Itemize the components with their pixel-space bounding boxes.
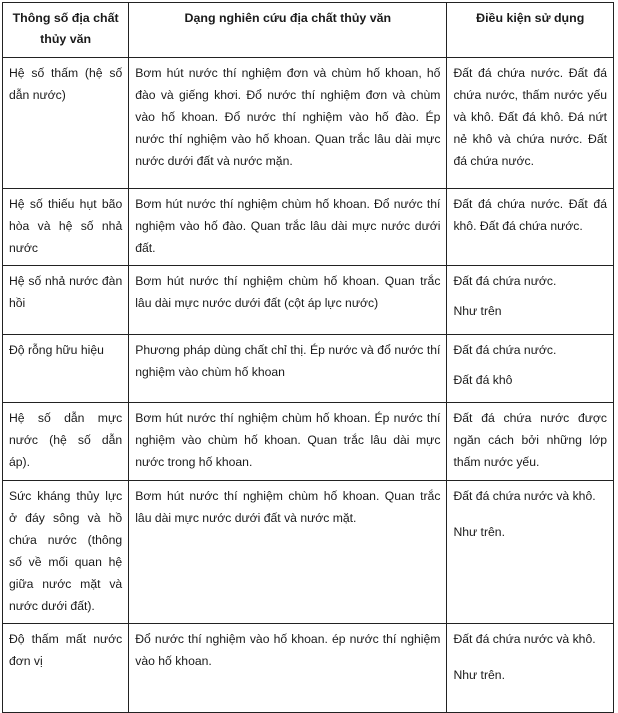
parameter-cell: Độ rỗng hữu hiệu	[3, 335, 129, 403]
conditions-cell	[447, 58, 614, 189]
condition-text: Đất đá khô	[453, 373, 513, 387]
hydrogeology-parameters-table	[2, 2, 614, 713]
table-header-row	[3, 3, 614, 58]
table-row	[3, 58, 614, 189]
header-parameter: Thông số địa chất thủy văn	[3, 3, 129, 58]
condition-text: Đất đá chứa nước được ngăn cách bởi những lớp thấm nước yếu.	[453, 411, 607, 469]
method-cell: Đổ nước thí nghiệm vào hố khoan. ép nước thí nghiệm vào hố khoan.	[129, 624, 447, 713]
parameter-cell: Hệ số nhả nước đàn hồi	[3, 266, 129, 335]
header-method: Dạng nghiên cứu địa chất thủy văn	[129, 3, 447, 58]
conditions-cell	[447, 189, 614, 266]
table-row	[3, 481, 614, 624]
condition-text: Đất đá chứa nước.	[453, 274, 557, 288]
conditions-cell	[447, 403, 614, 481]
condition-text: Như trên.	[453, 525, 505, 539]
table-row	[3, 335, 614, 403]
method-cell: Phương pháp dùng chất chỉ thị. Ép nước và đổ nước thí nghiệm vào chùm hố khoan	[129, 335, 447, 403]
document-page	[2, 2, 614, 713]
condition-text: Đất đá chứa nước. Đất đá khô. Đất đá chứa nước.	[453, 197, 607, 233]
conditions-cell	[447, 481, 614, 624]
conditions-cell	[447, 266, 614, 335]
table-row	[3, 189, 614, 266]
parameter-cell: Độ thấm mất nước đơn vị	[3, 624, 129, 713]
parameter-cell: Hệ số thấm (hệ số dẫn nước)	[3, 58, 129, 189]
method-cell: Bơm hút nước thí nghiệm chùm hố khoan. Ép nước thí nghiệm vào chùm hố khoan. Quan trắc lâu dài mực nước trong hố khoan.	[129, 403, 447, 481]
method-cell: Bơm hút nước thí nghiệm chùm hố khoan. Quan trắc lâu dài mực nước dưới đất và nước mặt.	[129, 481, 447, 624]
condition-text: Đất đá chứa nước và khô.	[453, 489, 596, 503]
table-row	[3, 624, 614, 713]
condition-text: Như trên	[453, 304, 502, 318]
table-row	[3, 403, 614, 481]
method-cell: Bơm hút nước thí nghiệm đơn và chùm hố khoan, hố đào và giếng khơi. Đổ nước thí nghiệm đơn và chùm vào hố khoan. Đổ nước thí nghiệm vào hố đào. Ép nước thí nghiệm vào hố khoan. Quan trắc lâu dài mực nước dưới đất và nước mặn.	[129, 58, 447, 189]
condition-text: Đất đá chứa nước. Đất đá chứa nước, thấm nước yếu và khô. Đất đá khô. Đá nứt nẻ khô và chứa nước. Đất đá chứa nước.	[453, 66, 607, 168]
table-row	[3, 266, 614, 335]
method-cell: Bơm hút nước thí nghiệm chùm hố khoan. Đổ nước thí nghiệm vào hố đào. Quan trắc lâu dài mực nước dưới đất.	[129, 189, 447, 266]
condition-text: Đất đá chứa nước và khô.	[453, 632, 596, 646]
condition-text: Đất đá chứa nước.	[453, 343, 557, 357]
condition-text: Như trên.	[453, 668, 505, 682]
conditions-cell	[447, 335, 614, 403]
parameter-cell: Hệ số dẫn mực nước (hệ số dẫn áp).	[3, 403, 129, 481]
conditions-cell	[447, 624, 614, 713]
method-cell: Bơm hút nước thí nghiệm chùm hố khoan. Quan trắc lâu dài mực nước dưới đất (cột áp lực nước)	[129, 266, 447, 335]
header-conditions: Điều kiện sử dụng	[447, 3, 614, 58]
parameter-cell: Sức kháng thủy lực ở đáy sông và hồ chứa nước (thông số về mối quan hệ giữa nước mặt và nước dưới đất).	[3, 481, 129, 624]
parameter-cell: Hệ số thiếu hụt bão hòa và hệ số nhả nước	[3, 189, 129, 266]
